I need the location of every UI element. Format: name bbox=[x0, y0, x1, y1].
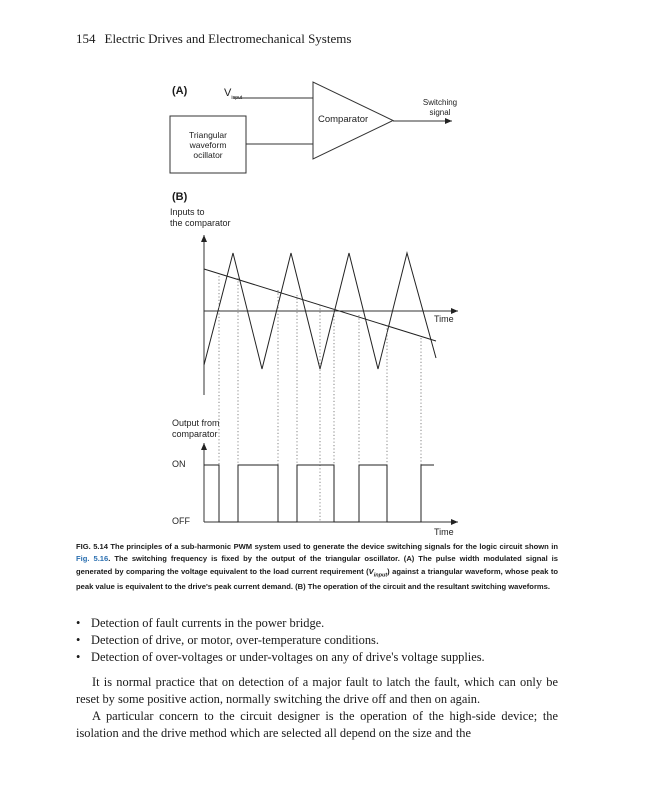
caption-text: ) against a triangular waveform, whose peak to peak value is equivalent to the drive's peak current demand. (B) The operation of the circuit and the resultant switching waveforms. bbox=[76, 566, 558, 592]
comparator-label: Comparator bbox=[318, 114, 369, 125]
inputs-line: Inputs to bbox=[170, 207, 205, 217]
paragraph bbox=[76, 708, 558, 742]
vinput-label bbox=[224, 88, 242, 103]
paragraph-text: A particular concern to the circuit designer is the operation of the high-side device; the isolation and the drive method which are selected all depend on the size and the bbox=[76, 709, 558, 740]
inputs-label bbox=[170, 207, 231, 229]
off-label: OFF bbox=[172, 516, 190, 526]
oscillator-line: waveform bbox=[189, 140, 227, 150]
oscillator-label bbox=[171, 130, 245, 160]
caption-v: V bbox=[368, 566, 374, 576]
paragraph bbox=[76, 674, 558, 708]
caption-text: . The switching frequency is fixed by the output of the triangular oscillator. (A) The pulse width modulated signal is generated by comparing the voltage equivalent to the load current requirement ( bbox=[76, 554, 559, 576]
output-label bbox=[172, 418, 220, 440]
vinput-main: V bbox=[224, 87, 232, 99]
diagram-b-label: (B) bbox=[172, 191, 188, 203]
time-label-lower: Time bbox=[434, 527, 454, 537]
paragraph-text: It is normal practice that on detection of a major fault to latch the fault, which can only be reset by some positive action, normally switching the drive off and then on again. bbox=[76, 675, 558, 706]
switching-line: signal bbox=[429, 108, 451, 117]
list-item: • Detection of over-voltages or under-voltages on any of drive's voltage supplies. bbox=[76, 649, 485, 666]
figure-reference-link[interactable]: Fig. 5.16 bbox=[76, 554, 109, 564]
vinput-sub: input bbox=[231, 95, 243, 102]
running-title: Electric Drives and Electromechanical Systems bbox=[104, 31, 352, 46]
caption-text: The principles of a sub-harmonic PWM system used to generate the device switching signals for the logic circuit shown in bbox=[107, 542, 558, 551]
inputs-line: the comparator bbox=[170, 218, 231, 228]
list-item: • Detection of drive, or motor, over-temperature conditions. bbox=[76, 632, 485, 649]
oscillator-line: ocillator bbox=[193, 150, 223, 160]
caption-v-sub: input bbox=[373, 572, 388, 579]
output-line: Output from bbox=[172, 418, 220, 428]
diagram-a-label: (A) bbox=[172, 85, 188, 97]
figure-caption bbox=[76, 541, 558, 594]
on-label: ON bbox=[172, 459, 186, 469]
time-label-upper: Time bbox=[434, 314, 454, 324]
page-number: 154 bbox=[76, 31, 96, 46]
bullet-list bbox=[76, 615, 485, 666]
oscillator-line: Triangular bbox=[189, 130, 227, 140]
switching-signal-label bbox=[418, 98, 462, 118]
pwm-output-waveform bbox=[204, 465, 434, 522]
list-item: • Detection of fault currents in the power bridge. bbox=[76, 615, 485, 632]
switching-line: Switching bbox=[422, 98, 458, 107]
output-line: comparator bbox=[172, 429, 218, 439]
figure-id: FIG. 5.14 bbox=[76, 542, 108, 551]
